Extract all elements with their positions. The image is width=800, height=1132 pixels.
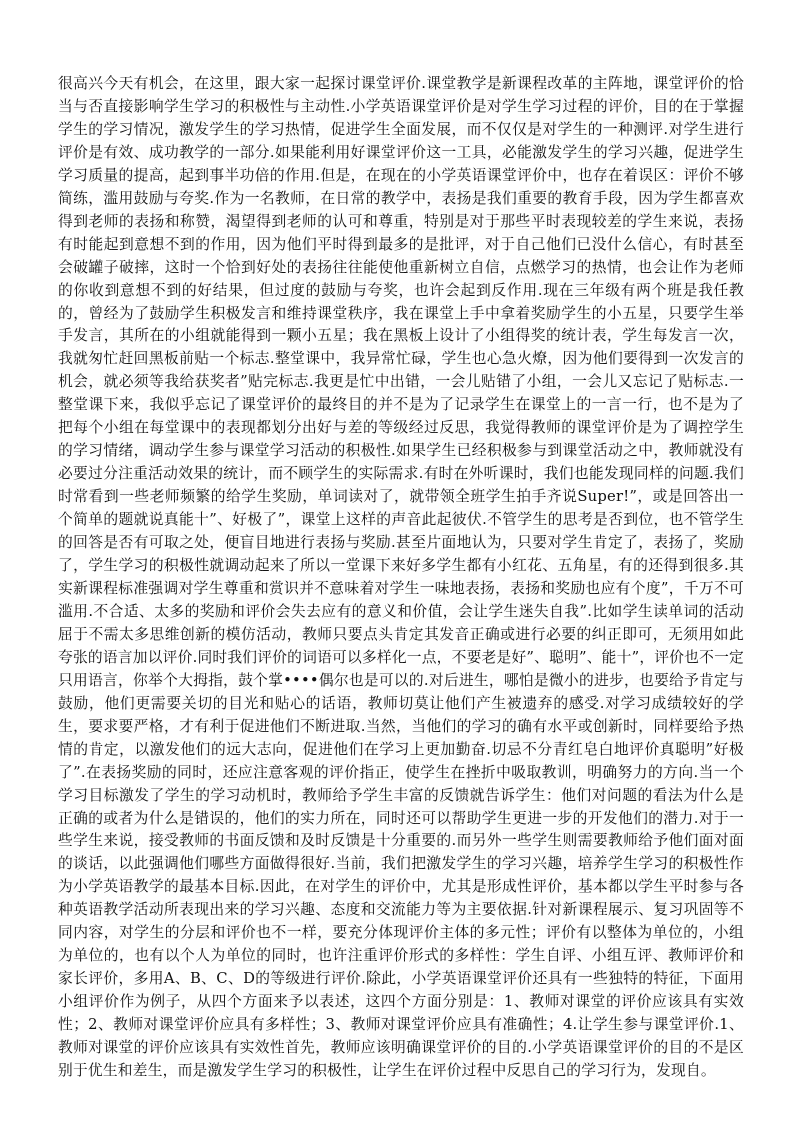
body-paragraph: 很高兴今天有机会，在这里，跟大家一起探讨课堂评价.课堂教学是新课程改革的主阵地，课堂评价的恰当与否直接影响学生学习的积极性与主动性.小学英语课堂评价是对学生学习过程的评价，目的在于掌握学生的学习情况，激发学生的学习热情，促进学生全面发展，而不仅仅是对学生的一种测评.对学生进行评价是有效、成功教学的一部分.如果能利用好课堂评价这一工具，必能激发学生的学习兴趣，促进学生学习质量的提高，起到事半功倍的作用.但是，在现在的小学英语课堂评价中，也存在着误区：评价不够简练，滥用鼓励与夸奖.作为一名教师，在日常的教学中，表扬是我们重要的教育手段，因为学生都喜欢得到老师的表扬和称赞，渴望得到老师的认可和尊重，特别是对于那些平时表现较差的学生来说，表扬有时能起到意想不到的作用，因为他们平时得到最多的是批评，对于自己他们已没什么信心，有时甚至会破罐子破摔，这时一个恰到好处的表扬往往能使他重新树立自信，点燃学习的热情，也会让作为老师的你收到意想不到的好结果，但过度的鼓励与夸奖，也许会起到反作用.现在三年级有两个班是我任教的，曾经为了鼓励学生积极发言和维持课堂秩序，我在课堂上手中拿着奖励学生的小五星，只要学生举手发言，其所在的小组就能得到一颗小五星；我在黑板上设计了小组得奖的统计表，学生每发言一次，我就匆忙赶回黑板前贴一个标志.整堂课中，我异常忙碌，学生也心急火燎，因为他们要得到一次发言的机会，就必须等我给获奖者”贴完标志.我更是忙中出错，一会儿贴错了小组，一会儿又忘记了贴标志.一整堂课下来，我似乎忘记了课堂评价的最终目的并不是为了记录学生在课堂上的一言一行，也不是为了把每个小组在每堂课中的表现都划分出好与差的等级经过反思，我觉得教师的课堂评价是为了调控学生的学习情绪，调动学生参与课堂学习活动的积极性.如果学生已经积极参与到课堂活动之中，教师就没有必要过分注重活动效果的统计，而不顾学生的实际需求.有时在外听课时，我们也能发现同样的问题.我们时常看到一些老师频繁的给学生奖励，单词读对了，就带领全班学生拍手齐说Super!”，或是回答出一个简单的题就说真能十”、好极了”，课堂上这样的声音此起彼伏.不管学生的思考是否到位，也不管学生的回答是否有可取之处，便盲目地进行表扬与奖励.甚至片面地认为，只要对学生肯定了，表扬了，奖励了，学生学习的积极性就调动起来了所以一堂课下来好多学生都有小红花、五角星，有的还得到很多.其实新课程标准强调对学生尊重和赏识并不意味着对学生一味地表扬，表扬和奖励也应有个度”，千万不可滥用.不合适、太多的奖励和评价会失去应有的意义和价值，会让学生迷失自我”.比如学生读单词的活动屈于不需太多思维创新的模仿活动，教师只要点头肯定其发音正确或进行必要的纠正即可，无须用如此夸张的语言加以评价.同时我们评价的词语可以多样化一点，不要老是好”、聪明”、能十”，评价也不一定只用语言，你举个大拇指，鼓个掌••••偶尔也是可以的.对后进生，哪怕是微小的进步，也要给予肯定与鼓励，他们更需要关切的目光和贴心的话语，教师切莫让他们产生被遗弃的感受.对学习成绩较好的学生，要求要严格，才有利于促进他们不断进取.当然，当他们的学习的确有水平或创新时，同样要给予热情的肯定，以激发他们的远大志向，促进他们在学习上更加勤奋.切忌不分青红皂白地评价真聪明”好极了”.在表扬奖励的同时，还应注意客观的评价指正，使学生在挫折中吸取教训，明确努力的方向.当一个学习目标激发了学生的学习动机时，教师给予学生丰富的反馈就告诉学生：他们对问题的看法为什么是正确的或者为什么是错误的，他们的实力所在，同时还可以帮助学生更进一步的开发他们的潜力.对于一些学生来说，接受教师的书面反馈和及时反馈是十分重要的.而另外一些学生则需要教师给予他们面对面的谈话，以此强调他们哪些方面做得很好.当前，我们把激发学生的学习兴趣，培养学生学习的积极性作为小学英语教学的最基本目标.因此，在对学生的评价中，尤其是形成性评价，基本都以学生平时参与各种英语教学活动所表现出来的学习兴趣、态度和交流能力等为主要依据.针对新课程展示、复习巩固等不同内容，对学生的分层和评价也不一样，要充分体现评价主体的多元性；评价有以整体为单位的，小组为单位的，也有以个人为单位的同时，也许注重评价形式的多样性：学生自评、小组互评、教师评价和家长评价，多用A、B、C、D的等级进行评价.除此，小学英语课堂评价还具有一些独特的特征，下面用小组评价作为例子，从四个方面来予以表述，这四个方面分别是：1、教师对课堂的评价应该具有实效性；2、教师对课堂评价应具有多样性；3、教师对课堂评价应具有准确性；4.让学生参与课堂评价.1、教师对课堂的评价应该具有实效性首先，教师应该明确课堂评价的目的.小学英语课堂评价的目的不是区别于优生和差生，而是激发学生学习的积极性，让学生在评价过程中反思自己的学习行为，发现自。 [58,75,744,1079]
